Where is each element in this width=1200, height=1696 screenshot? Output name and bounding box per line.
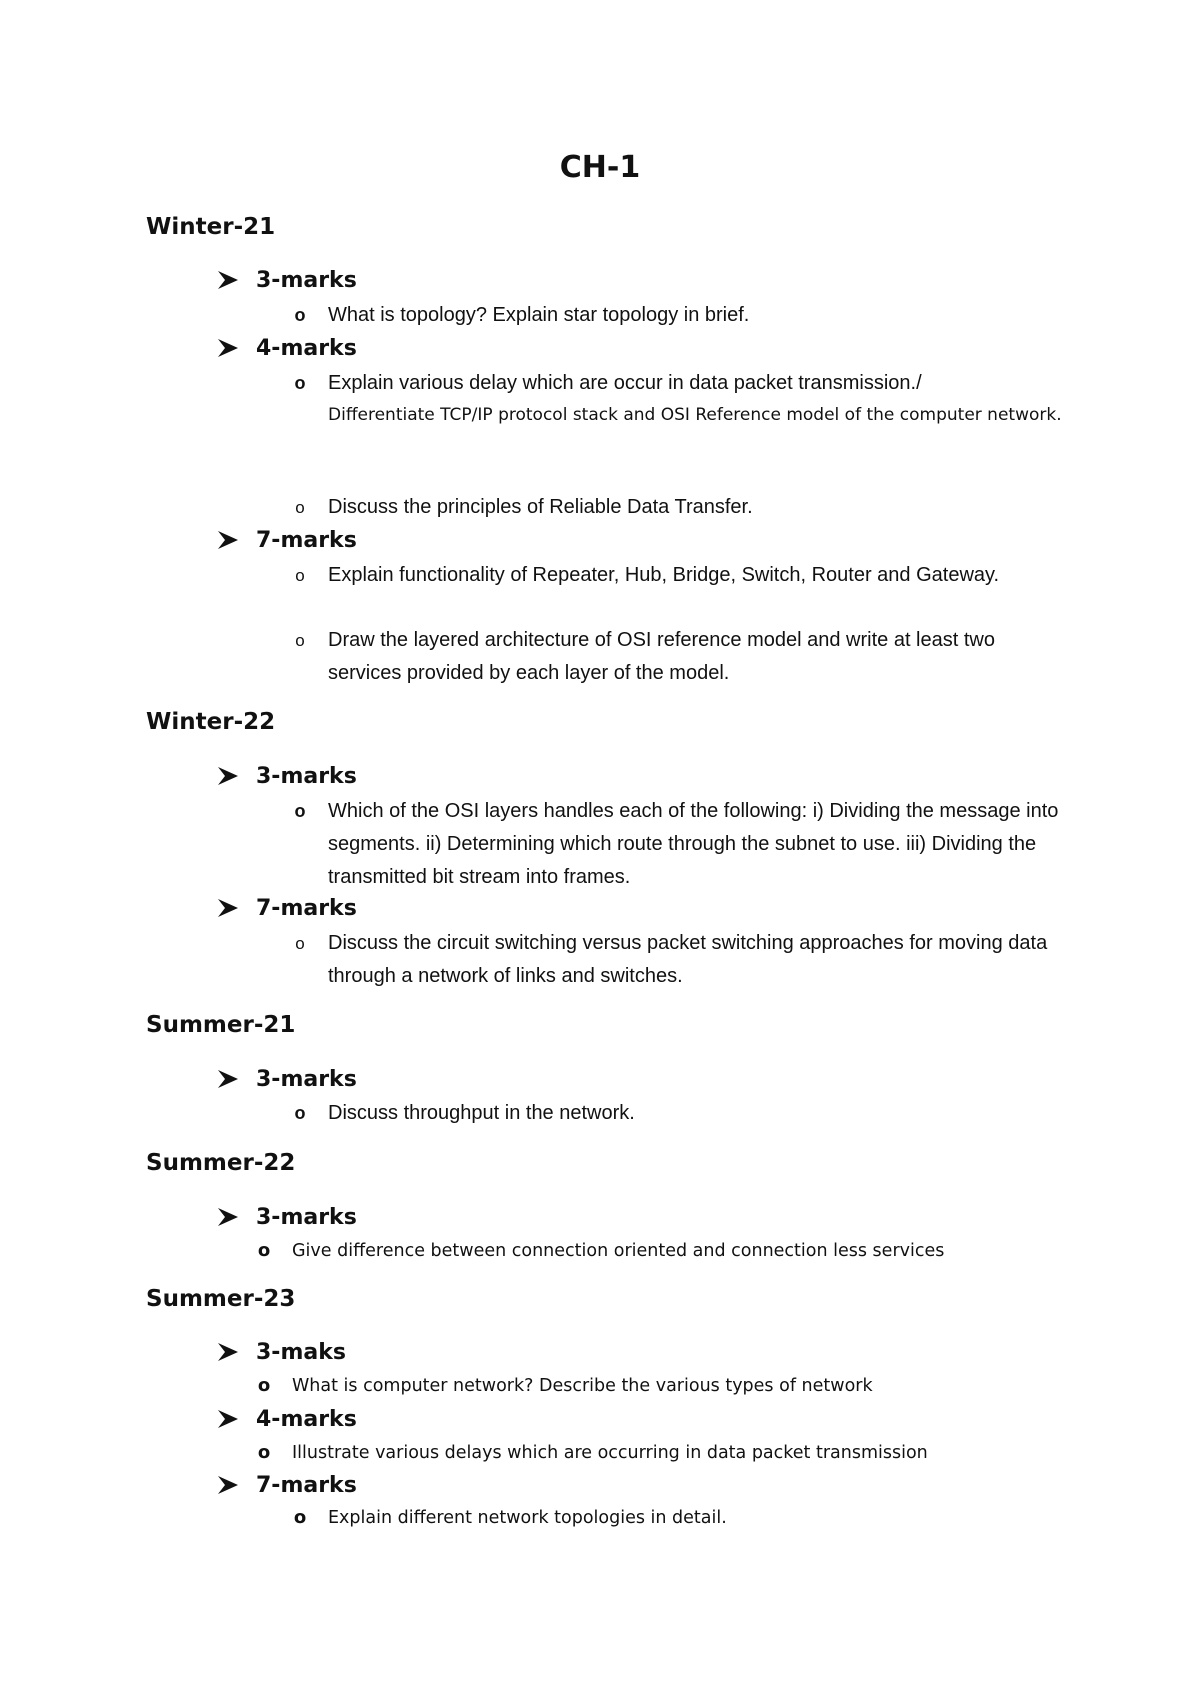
marks-heading bbox=[216, 525, 357, 555]
question-text: Discuss the circuit switching versus packet switching approaches for moving data through a network of links and switches. bbox=[328, 932, 1048, 987]
marks-label: 7-marks bbox=[256, 895, 357, 921]
arrowhead-bullet-icon bbox=[216, 269, 240, 291]
section-heading-summer-23: Summer-23 bbox=[146, 1286, 296, 1312]
question-text: Discuss throughput in the network. bbox=[328, 1102, 635, 1124]
question-item bbox=[258, 1236, 1028, 1266]
section-heading-summer-21: Summer-21 bbox=[146, 1012, 296, 1038]
arrowhead-bullet-icon bbox=[216, 529, 240, 551]
question-item bbox=[294, 1503, 1064, 1533]
question-text: Explain functionality of Repeater, Hub, Bridge, Switch, Router and Gateway. bbox=[328, 564, 1000, 586]
question-item bbox=[294, 927, 1064, 993]
circle-bullet-icon: o bbox=[257, 1442, 271, 1463]
question-subtext: Differentiate TCP/IP protocol stack and OSI Reference model of the computer network. bbox=[328, 405, 1062, 425]
page-title: CH-1 bbox=[559, 150, 641, 185]
question-item bbox=[294, 1097, 1064, 1130]
question-item bbox=[294, 795, 1064, 894]
circle-bullet-icon: o bbox=[294, 801, 306, 821]
marks-heading bbox=[216, 1470, 357, 1500]
circle-bullet-icon: o bbox=[295, 934, 305, 953]
circle-bullet-icon: o bbox=[294, 1103, 306, 1123]
arrowhead-bullet-icon bbox=[216, 1206, 240, 1228]
circle-bullet-icon: o bbox=[294, 373, 306, 393]
marks-heading bbox=[216, 1337, 346, 1367]
arrowhead-bullet-icon bbox=[216, 1068, 240, 1090]
question-item bbox=[294, 367, 1064, 430]
circle-bullet-icon: o bbox=[295, 498, 305, 517]
arrowhead-bullet-icon bbox=[216, 765, 240, 787]
question-text: Explain different network topologies in detail. bbox=[328, 1508, 727, 1528]
question-item bbox=[294, 624, 1064, 690]
circle-bullet-icon: o bbox=[257, 1240, 271, 1261]
marks-label: 3-marks bbox=[256, 1204, 357, 1230]
question-item bbox=[294, 559, 1064, 592]
marks-heading bbox=[216, 333, 357, 363]
marks-heading bbox=[216, 265, 357, 295]
question-text: Discuss the principles of Reliable Data Transfer. bbox=[328, 496, 753, 518]
marks-label: 7-marks bbox=[256, 1472, 357, 1498]
circle-bullet-icon: o bbox=[257, 1375, 271, 1396]
question-text: Illustrate various delays which are occurring in data packet transmission bbox=[292, 1443, 928, 1463]
marks-label: 7-marks bbox=[256, 527, 357, 553]
arrowhead-bullet-icon bbox=[216, 1474, 240, 1496]
arrowhead-bullet-icon bbox=[216, 337, 240, 359]
marks-label: 3-marks bbox=[256, 267, 357, 293]
marks-heading bbox=[216, 1404, 357, 1434]
question-text: Draw the layered architecture of OSI reference model and write at least two services provided by each layer of the model. bbox=[328, 629, 995, 684]
question-text: Which of the OSI layers handles each of the following: i) Dividing the message into segments. ii) Determining which route through the subnet to use. iii) Dividing the transmitted bit stream into frames. bbox=[328, 800, 1059, 888]
question-text: What is topology? Explain star topology in brief. bbox=[328, 304, 750, 326]
circle-bullet-icon: o bbox=[293, 1507, 307, 1528]
circle-bullet-icon: o bbox=[294, 305, 306, 325]
arrowhead-bullet-icon bbox=[216, 1408, 240, 1430]
marks-label: 3-marks bbox=[256, 763, 357, 789]
question-text: Give difference between connection oriented and connection less services bbox=[292, 1241, 945, 1261]
question-item bbox=[294, 299, 1064, 332]
question-text: Explain various delay which are occur in data packet transmission./ bbox=[328, 372, 922, 394]
question-item bbox=[294, 491, 1064, 524]
section-heading-winter-22: Winter-22 bbox=[146, 709, 276, 735]
marks-label: 4-marks bbox=[256, 335, 357, 361]
marks-label: 4-marks bbox=[256, 1406, 357, 1432]
marks-heading bbox=[216, 1202, 357, 1232]
circle-bullet-icon: o bbox=[295, 631, 305, 650]
section-heading-summer-22: Summer-22 bbox=[146, 1150, 296, 1176]
marks-heading bbox=[216, 1064, 357, 1094]
section-heading-winter-21: Winter-21 bbox=[146, 214, 276, 240]
arrowhead-bullet-icon bbox=[216, 1341, 240, 1363]
marks-label: 3-maks bbox=[256, 1339, 346, 1365]
marks-heading bbox=[216, 893, 357, 923]
marks-heading bbox=[216, 761, 357, 791]
question-text: What is computer network? Describe the various types of network bbox=[292, 1376, 873, 1396]
arrowhead-bullet-icon bbox=[216, 897, 240, 919]
circle-bullet-icon: o bbox=[295, 566, 305, 585]
question-item bbox=[258, 1371, 1028, 1401]
marks-label: 3-marks bbox=[256, 1066, 357, 1092]
question-item bbox=[258, 1438, 1028, 1468]
